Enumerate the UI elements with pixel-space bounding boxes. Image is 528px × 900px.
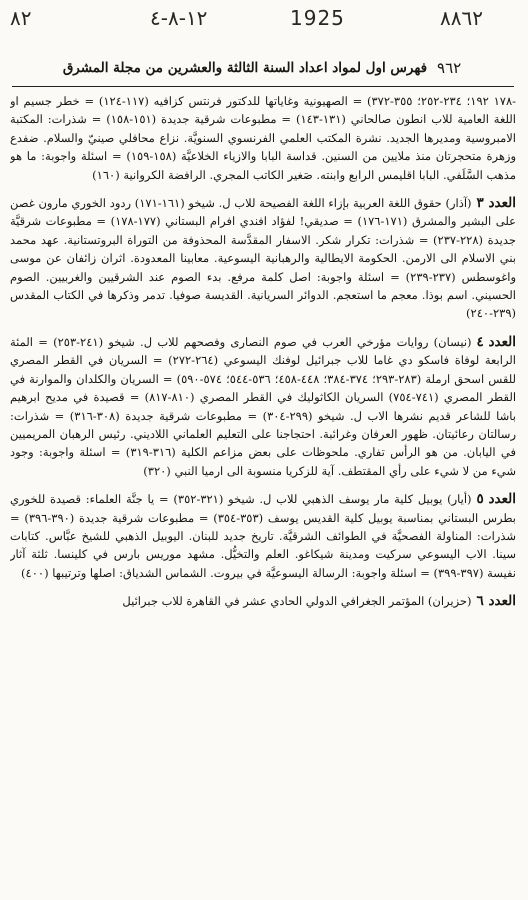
- issue-label: العدد ٦: [476, 593, 516, 610]
- issue-text: (آذار) حقوق اللغة العربية بإزاء اللغة الفصيحة للاب ل. شيخو (١٦١-١٧١) ردود الخوري مارون غصن على البشير والمشرق (١٧١-١٧٦) = صديقي! لفؤاد افندي افرام البستاني (١٧٧-١٧٨) = مطبوعات شرقيَّة جديدة (٢٢٨-٢٣٧) = شذرات: تكرار شكر. الاسفار المقدَّسة المحذوفة من التوراة البروتستانية. عهد محمد بني الاسلام الى الارمن. الحكومة الايطالية والرهبانية اليسوعية. معابينا المعدودة. اثران زائفان عن موسى واغوسطس (٢٣٧-٢٣٩) = اسئلة واجوبة: اصل كلمة مرفع. بدء الصوم عند الشرقيين والغربيين. الصوم الحسيني. اسم بوذا. معجم ما استعجم. الدوائر السريانية. القديسة صوفيا. تدمر وذكرها في الكتاب المقدس (٢٣٩-٢٤٠): [10, 196, 516, 321]
- handwritten-note-left: ٨٢: [10, 6, 32, 30]
- issue-label: العدد ٥: [476, 491, 516, 508]
- issue-entry-6: [10, 592, 516, 610]
- handwritten-year: 1925: [290, 6, 345, 30]
- issue-entry-3: [10, 194, 516, 323]
- page-title: فهرس اول لمواد اعداد السنة الثالثة والعشرين من مجلة المشرق: [62, 60, 428, 76]
- issue-entry-5: [10, 490, 516, 582]
- issue-text: (أيار) يوبيل كلية مار يوسف الذهبي للاب ل. شيخو (٣٢١-٣٥٢) = يا جنَّة العلماء: قصيدة للخوري بطرس البستاني بمناسبة يوبيل كلية القديس يوسف (٣٥٣-٣٥٤) = مطبوعات شرقية جديدة (٣٩٠-٣٩٦) = شذرات: المناولة الفصحيَّة في الطوائف الشرقيَّة. تاريخ جديد للبنان. اليوبيل الذهبي للشيخ عبَّاس. كتابات سينا. الاب اليسوعي سركيت ومدينة شيكاغو. العلم والتخيُّل. مشهد موريس بارس في كلينسا. ثلثة آثار نفيسة (٣٩٧-٣٩٩) = اسئلة واجوبة: الرسالة اليسوعيَّة في بيروت. الشماس الشدياق: اصلها وترتيبها (٤٠٠): [10, 492, 516, 580]
- issue-entry-4: [10, 333, 516, 480]
- issue-text: (نيسان) روايات مؤرخي العرب في صوم النصارى وفصحهم للاب ل. شيخو (٢٤١-٢٥٣) = المئة الرابعة لوفاة فاسكو دي غاما للاب جبرائيل لوفنك اليسوعي (٢٦٤-٢٧٢) = السريان في القطر المصري للقس اسحق ارملة (٢٨٣-٢٩٣؛ ٣٧٤-٣٨٤؛ ٤٤٨-٤٥٨؛ ٥٣٦-٥٤٤؛ ٥٧٤-٥٩٠) = السريان والكلدان والموارنة في القطر المصري (٧٤١-٧٥٤) السريان الكاثوليك في القطر المصري (٨١٠-٨١٧) = قصيدة في مديح ابرهيم باشا للشاعر قديم نشرها الاب ل. شيخو (٢٩٩-٣٠٤) = مطبوعات شرقية جديدة (٣٠٨-٣١٦) = شذرات: رسالتان رعائيتان. ظهور العرفان وغرائبة. احتجاجنا على التعليم العلماني اللاديني. رئيس الرهبان المريميين في اليابان. من هو الرأس تفاري. ملحوظات على بعض مزاعم الكلية (٣١٦-٣١٩) = اسئلة واجوبة: وجود شيء من لا شيء على رأي المقتطف. آية للزكريا منسوبة الى ارميا النبي (٣٢٠): [10, 334, 516, 478]
- intro-paragraph: -١٧٨ ١٩٢؛ ٢٣٤-٢٥٢؛ ٣٥٥-٣٧٢) = الصهيونية وغاياتها للدكتور فرنتس كزافيه (١١٧-١٢٤) = خطر جسيم او اللغة العامية للاب انطون صالحاني (١٣١-١٤٣) = مطبوعات شرقية جديدة (١٥١-١٥٨) = شذرات: المكتبة الامبروسية ومديرها الجديد. نشرة المكتب العلمي الفرنسوي السنويَّة. نزاع محافلي صينيّ والسلام. ضفدع وزهرة متحجرتان منذ ملايين من السنين. قداسة البابا والازياء الخلاعيَّة (١٥٨-١٥٩) = اسئلة واجوبة: ما هو مذهب السَّلَفي. البابا اقليمس الرابع وابنته. صَغير الكاتب المجري. الرافضة الكروانية (١٦٠): [10, 94, 516, 182]
- index-body: [10, 92, 516, 900]
- header-rule: [12, 86, 514, 87]
- handwritten-note-right: ٨٨٦٢: [440, 6, 483, 30]
- page-header: [8, 56, 516, 80]
- issue-label: العدد ٤: [476, 333, 516, 350]
- handwritten-date: ١٢-٨-٤: [150, 6, 208, 30]
- issue-text: (حزيران) المؤتمر الجغرافي الدولي الحادي عشر في القاهرة للاب جبرائيل: [122, 594, 472, 609]
- page-number: ٩٦٢: [437, 59, 462, 77]
- issue-label: العدد ٣: [476, 195, 516, 212]
